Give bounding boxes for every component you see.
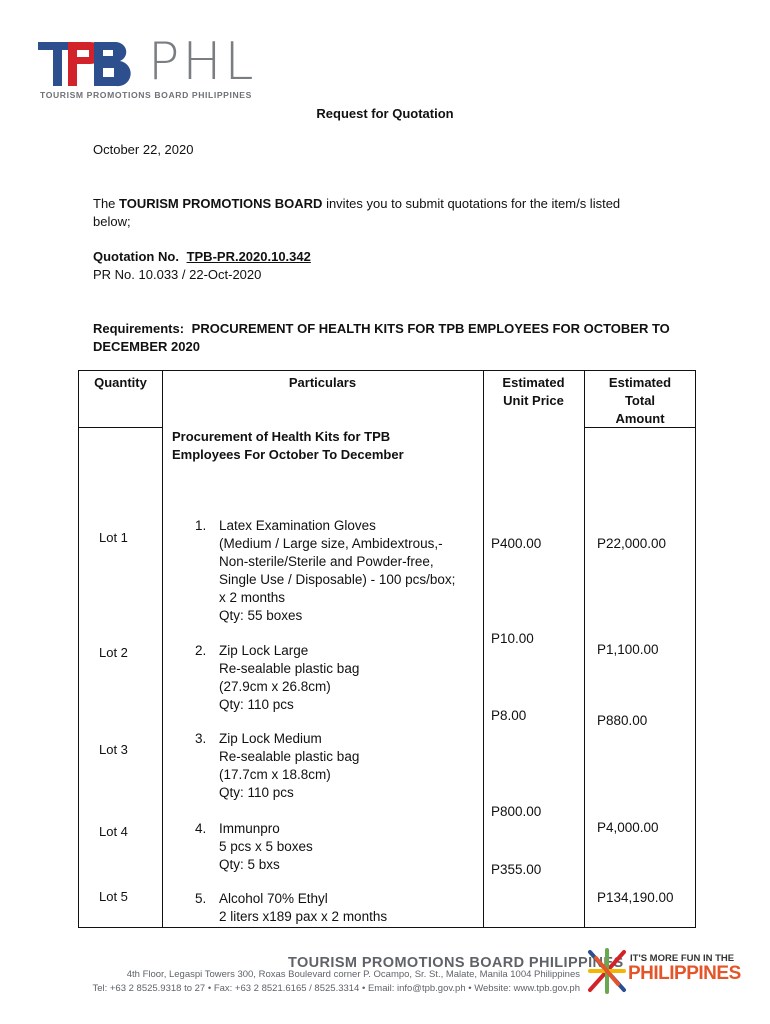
slogan-line-2: PHILIPPINES (628, 963, 741, 984)
requirements-text: PROCUREMENT OF HEALTH KITS FOR TPB EMPLOYEES FOR OCTOBER TO (191, 321, 670, 336)
footer-contact: Tel: +63 2 8525.9318 to 27 • Fax: +63 2 8521.6165 / 8525.3314 • Email: info@tpb.gov.ph • Website: www.tpb.gov.ph (92, 983, 580, 994)
intro-paragraph (93, 195, 683, 213)
item-description (219, 642, 494, 714)
item-line: Immunpro (219, 821, 280, 836)
item-line: Zip Lock Medium (219, 731, 322, 746)
item-line: 5 pcs x 5 boxes (219, 839, 313, 854)
lot-label: Lot 4 (99, 824, 128, 839)
logo-subtitle: TOURISM PROMOTIONS BOARD PHILIPPINES (40, 90, 252, 100)
header-total-3: Amount (615, 411, 665, 426)
item-line: (Medium / Large size, Ambidextrous,- (219, 536, 443, 551)
document-title: Request for Quotation (316, 106, 454, 121)
item-line: (27.9cm x 26.8cm) (219, 679, 331, 694)
intro-suffix: invites you to submit quotations for the item/s listed (322, 196, 621, 211)
total-amount: P22,000.00 (597, 536, 667, 551)
footer-address: 4th Floor, Legaspi Towers 300, Roxas Boulevard corner P. Ocampo, Sr. St., Malate, Manila 1004 Philippines (126, 969, 580, 980)
quotation-line (93, 248, 311, 266)
item-line: (17.7cm x 18.8cm) (219, 767, 331, 782)
lot-label: Lot 1 (99, 530, 128, 545)
header-quantity: Quantity (94, 375, 147, 390)
logo-wordmark: PHL (148, 32, 257, 92)
unit-price: P800.00 (491, 804, 542, 819)
item-line: Qty: 110 pcs (219, 697, 294, 712)
item-line: Alcohol 70% Ethyl (219, 891, 328, 906)
intro-org: TOURISM PROMOTIONS BOARD (119, 196, 323, 211)
header-total-1: Estimated (608, 375, 672, 390)
item-line: Qty: 5 bxs (219, 857, 280, 872)
header-particulars: Particulars (288, 375, 357, 390)
document-date: October 22, 2020 (93, 142, 194, 157)
section-title-2: Employees For October To December (172, 447, 404, 462)
lot-label: Lot 5 (99, 889, 128, 904)
item-line: Qty: 55 boxes (219, 608, 303, 623)
header-unit-price-2: Unit Price (503, 393, 564, 408)
total-amount: P1,100.00 (597, 642, 659, 657)
unit-price: P400.00 (491, 536, 542, 551)
item-description (219, 820, 494, 874)
intro-prefix: The (93, 196, 120, 211)
item-line: x 2 months (219, 590, 286, 605)
item-line: Non-sterile/Sterile and Powder-free, (219, 554, 434, 569)
item-description (219, 517, 494, 625)
requirements-line (93, 320, 693, 338)
slogan-line-1: IT'S MORE FUN IN THE (630, 953, 735, 964)
item-description (219, 890, 494, 926)
item-line: Qty: 110 pcs (219, 785, 294, 800)
column-divider (584, 371, 585, 927)
header-unit-price-1: Estimated (502, 375, 565, 390)
unit-price: P355.00 (491, 862, 542, 877)
item-number: 2. (195, 643, 207, 658)
item-line: Re-sealable plastic bag (219, 661, 360, 676)
item-line: Re-sealable plastic bag (219, 749, 360, 764)
footer-org-name: TOURISM PROMOTIONS BOARD PHILIPPINES (288, 955, 624, 971)
item-line: Latex Examination Gloves (219, 518, 376, 533)
column-divider (162, 371, 163, 927)
total-amount: P880.00 (597, 713, 648, 728)
item-line: 2 liters x189 pax x 2 months (219, 909, 388, 924)
intro-line-2: below; (93, 214, 131, 229)
lot-label: Lot 2 (99, 645, 128, 660)
requirements-text-2: DECEMBER 2020 (93, 339, 200, 354)
quotation-label: Quotation No. (93, 249, 179, 264)
item-description (219, 730, 494, 802)
philippines-weave-logo (586, 948, 628, 994)
requirements-label: Requirements: (93, 321, 185, 336)
lot-label: Lot 3 (99, 742, 128, 757)
item-line: Zip Lock Large (219, 643, 309, 658)
quotation-table (78, 370, 696, 928)
pr-line: PR No. 10.033 / 22-Oct-2020 (93, 267, 262, 282)
item-number: 5. (195, 891, 207, 906)
quotation-number: TPB-PR.2020.10.342 (186, 249, 311, 264)
unit-price: P8.00 (491, 708, 527, 723)
section-title-1: Procurement of Health Kits for TPB (172, 429, 391, 444)
tpb-logo (38, 40, 143, 88)
item-number: 1. (195, 518, 207, 533)
item-line: Single Use / Disposable) - 100 pcs/box; (219, 572, 456, 587)
total-amount: P4,000.00 (597, 820, 659, 835)
unit-price: P10.00 (491, 631, 534, 646)
item-number: 4. (195, 821, 207, 836)
row-divider (79, 427, 162, 428)
total-amount: P134,190.00 (597, 890, 674, 905)
item-number: 3. (195, 731, 207, 746)
header-total-2: Total (624, 393, 656, 408)
